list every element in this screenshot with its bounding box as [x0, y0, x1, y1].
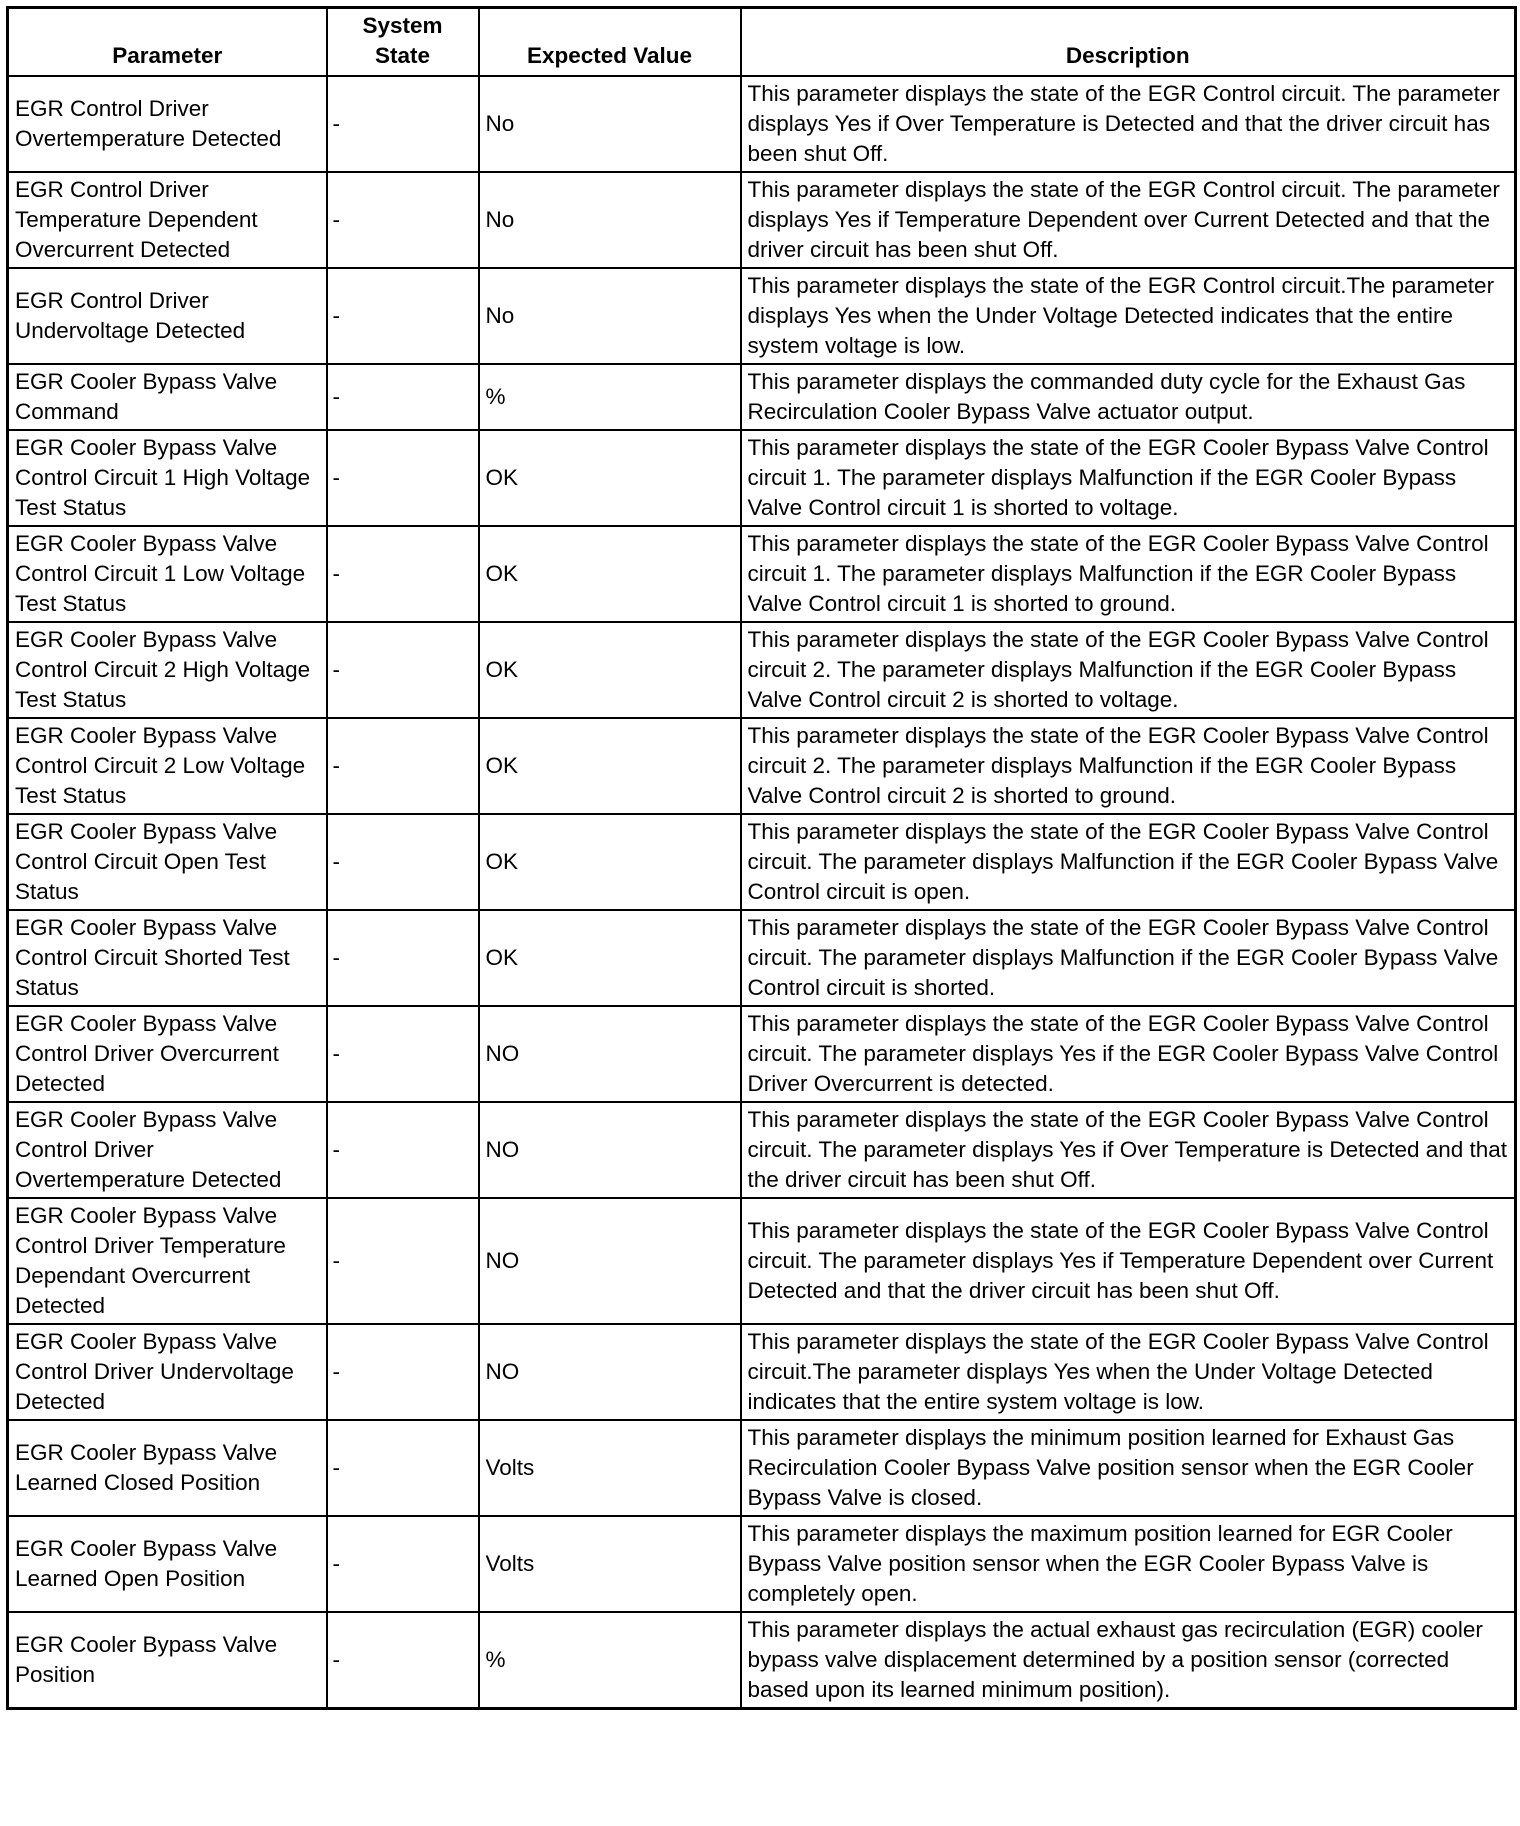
expected-value-cell: OK	[479, 622, 741, 718]
header-expected-value: Expected Value	[479, 8, 741, 77]
expected-value-cell: OK	[479, 430, 741, 526]
expected-value-cell: NO	[479, 1006, 741, 1102]
header-description: Description	[741, 8, 1516, 77]
table-row	[8, 1324, 1516, 1420]
expected-value-cell: OK	[479, 526, 741, 622]
table-row	[8, 910, 1516, 1006]
parameter-cell: EGR Cooler Bypass Valve Control Circuit 1 Low Voltage Test Status	[8, 526, 327, 622]
parameter-cell: EGR Cooler Bypass Valve Learned Closed Position	[8, 1420, 327, 1516]
system-state-cell: -	[327, 268, 479, 364]
system-state-cell: -	[327, 526, 479, 622]
description-cell: This parameter displays the state of the EGR Control circuit.The parameter displays Yes when the Under Voltage Detected indicates that the entire system voltage is low.	[741, 268, 1516, 364]
table-row	[8, 364, 1516, 430]
table-row	[8, 1612, 1516, 1709]
description-cell: This parameter displays the state of the EGR Cooler Bypass Valve Control circuit.The parameter displays Yes when the Under Voltage Detected indicates that the entire system voltage is low.	[741, 1324, 1516, 1420]
parameter-cell: EGR Control Driver Temperature Dependent Overcurrent Detected	[8, 172, 327, 268]
expected-value-cell: Volts	[479, 1516, 741, 1612]
table-row	[8, 1198, 1516, 1324]
system-state-cell: -	[327, 1612, 479, 1709]
parameter-cell: EGR Cooler Bypass Valve Control Driver Temperature Dependant Overcurrent Detected	[8, 1198, 327, 1324]
parameter-table-page	[6, 6, 1517, 1710]
description-cell: This parameter displays the commanded duty cycle for the Exhaust Gas Recirculation Cooler Bypass Valve actuator output.	[741, 364, 1516, 430]
description-cell: This parameter displays the minimum position learned for Exhaust Gas Recirculation Cooler Bypass Valve position sensor when the EGR Cooler Bypass Valve is closed.	[741, 1420, 1516, 1516]
expected-value-cell: NO	[479, 1102, 741, 1198]
parameter-cell: EGR Control Driver Undervoltage Detected	[8, 268, 327, 364]
parameter-cell: EGR Cooler Bypass Valve Position	[8, 1612, 327, 1709]
description-cell: This parameter displays the state of the EGR Control circuit. The parameter displays Yes if Over Temperature is Detected and that the driver circuit has been shut Off.	[741, 76, 1516, 172]
description-cell: This parameter displays the state of the EGR Cooler Bypass Valve Control circuit. The parameter displays Malfunction if the EGR Cooler Bypass Valve Control circuit is open.	[741, 814, 1516, 910]
description-cell: This parameter displays the state of the EGR Cooler Bypass Valve Control circuit 1. The parameter displays Malfunction if the EGR Cooler Bypass Valve Control circuit 1 is shorted to ground.	[741, 526, 1516, 622]
system-state-cell: -	[327, 430, 479, 526]
table-row	[8, 1516, 1516, 1612]
expected-value-cell: OK	[479, 814, 741, 910]
system-state-cell: -	[327, 910, 479, 1006]
system-state-cell: -	[327, 622, 479, 718]
expected-value-cell: NO	[479, 1198, 741, 1324]
table-row	[8, 1102, 1516, 1198]
expected-value-cell: No	[479, 76, 741, 172]
system-state-cell: -	[327, 814, 479, 910]
data-parameter-table	[6, 6, 1517, 1710]
header-row	[8, 8, 1516, 77]
parameter-cell: EGR Cooler Bypass Valve Control Circuit 2 Low Voltage Test Status	[8, 718, 327, 814]
parameter-cell: EGR Cooler Bypass Valve Control Circuit Shorted Test Status	[8, 910, 327, 1006]
expected-value-cell: %	[479, 1612, 741, 1709]
system-state-cell: -	[327, 1102, 479, 1198]
system-state-cell: -	[327, 1324, 479, 1420]
parameter-cell: EGR Cooler Bypass Valve Learned Open Position	[8, 1516, 327, 1612]
table-row	[8, 172, 1516, 268]
system-state-cell: -	[327, 364, 479, 430]
table-row	[8, 1420, 1516, 1516]
system-state-cell: -	[327, 1516, 479, 1612]
expected-value-cell: OK	[479, 718, 741, 814]
description-cell: This parameter displays the state of the EGR Cooler Bypass Valve Control circuit. The parameter displays Malfunction if the EGR Cooler Bypass Valve Control circuit is shorted.	[741, 910, 1516, 1006]
description-cell: This parameter displays the state of the EGR Cooler Bypass Valve Control circuit. The parameter displays Yes if Temperature Dependent over Current Detected and that the driver circuit has been shut Off.	[741, 1198, 1516, 1324]
parameter-cell: EGR Cooler Bypass Valve Control Circuit 2 High Voltage Test Status	[8, 622, 327, 718]
header-system-state: System State	[327, 8, 479, 77]
parameter-cell: EGR Cooler Bypass Valve Command	[8, 364, 327, 430]
system-state-cell: -	[327, 1198, 479, 1324]
table-row	[8, 526, 1516, 622]
table-row	[8, 430, 1516, 526]
description-cell: This parameter displays the state of the EGR Cooler Bypass Valve Control circuit 1. The parameter displays Malfunction if the EGR Cooler Bypass Valve Control circuit 1 is shorted to voltage.	[741, 430, 1516, 526]
description-cell: This parameter displays the actual exhaust gas recirculation (EGR) cooler bypass valve displacement determined by a position sensor (corrected based upon its learned minimum position).	[741, 1612, 1516, 1709]
expected-value-cell: OK	[479, 910, 741, 1006]
system-state-cell: -	[327, 76, 479, 172]
expected-value-cell: Volts	[479, 1420, 741, 1516]
table-row	[8, 718, 1516, 814]
header-parameter: Parameter	[8, 8, 327, 77]
expected-value-cell: NO	[479, 1324, 741, 1420]
description-cell: This parameter displays the state of the EGR Cooler Bypass Valve Control circuit. The parameter displays Yes if Over Temperature is Detected and that the driver circuit has been shut Off.	[741, 1102, 1516, 1198]
system-state-cell: -	[327, 1006, 479, 1102]
description-cell: This parameter displays the state of the EGR Cooler Bypass Valve Control circuit 2. The parameter displays Malfunction if the EGR Cooler Bypass Valve Control circuit 2 is shorted to voltage.	[741, 622, 1516, 718]
parameter-cell: EGR Cooler Bypass Valve Control Driver Overtemperature Detected	[8, 1102, 327, 1198]
system-state-cell: -	[327, 1420, 479, 1516]
description-cell: This parameter displays the state of the EGR Cooler Bypass Valve Control circuit 2. The parameter displays Malfunction if the EGR Cooler Bypass Valve Control circuit 2 is shorted to ground.	[741, 718, 1516, 814]
description-cell: This parameter displays the state of the EGR Control circuit. The parameter displays Yes if Temperature Dependent over Current Detected and that the driver circuit has been shut Off.	[741, 172, 1516, 268]
description-cell: This parameter displays the state of the EGR Cooler Bypass Valve Control circuit. The parameter displays Yes if the EGR Cooler Bypass Valve Control Driver Overcurrent is detected.	[741, 1006, 1516, 1102]
parameter-cell: EGR Cooler Bypass Valve Control Circuit 1 High Voltage Test Status	[8, 430, 327, 526]
table-row	[8, 1006, 1516, 1102]
table-row	[8, 76, 1516, 172]
table-row	[8, 814, 1516, 910]
description-cell: This parameter displays the maximum position learned for EGR Cooler Bypass Valve position sensor when the EGR Cooler Bypass Valve is completely open.	[741, 1516, 1516, 1612]
parameter-cell: EGR Cooler Bypass Valve Control Driver Overcurrent Detected	[8, 1006, 327, 1102]
table-row	[8, 268, 1516, 364]
parameter-cell: EGR Cooler Bypass Valve Control Driver Undervoltage Detected	[8, 1324, 327, 1420]
expected-value-cell: No	[479, 172, 741, 268]
table-row	[8, 622, 1516, 718]
expected-value-cell: %	[479, 364, 741, 430]
expected-value-cell: No	[479, 268, 741, 364]
parameter-cell: EGR Control Driver Overtemperature Detected	[8, 76, 327, 172]
parameter-cell: EGR Cooler Bypass Valve Control Circuit Open Test Status	[8, 814, 327, 910]
system-state-cell: -	[327, 718, 479, 814]
system-state-cell: -	[327, 172, 479, 268]
